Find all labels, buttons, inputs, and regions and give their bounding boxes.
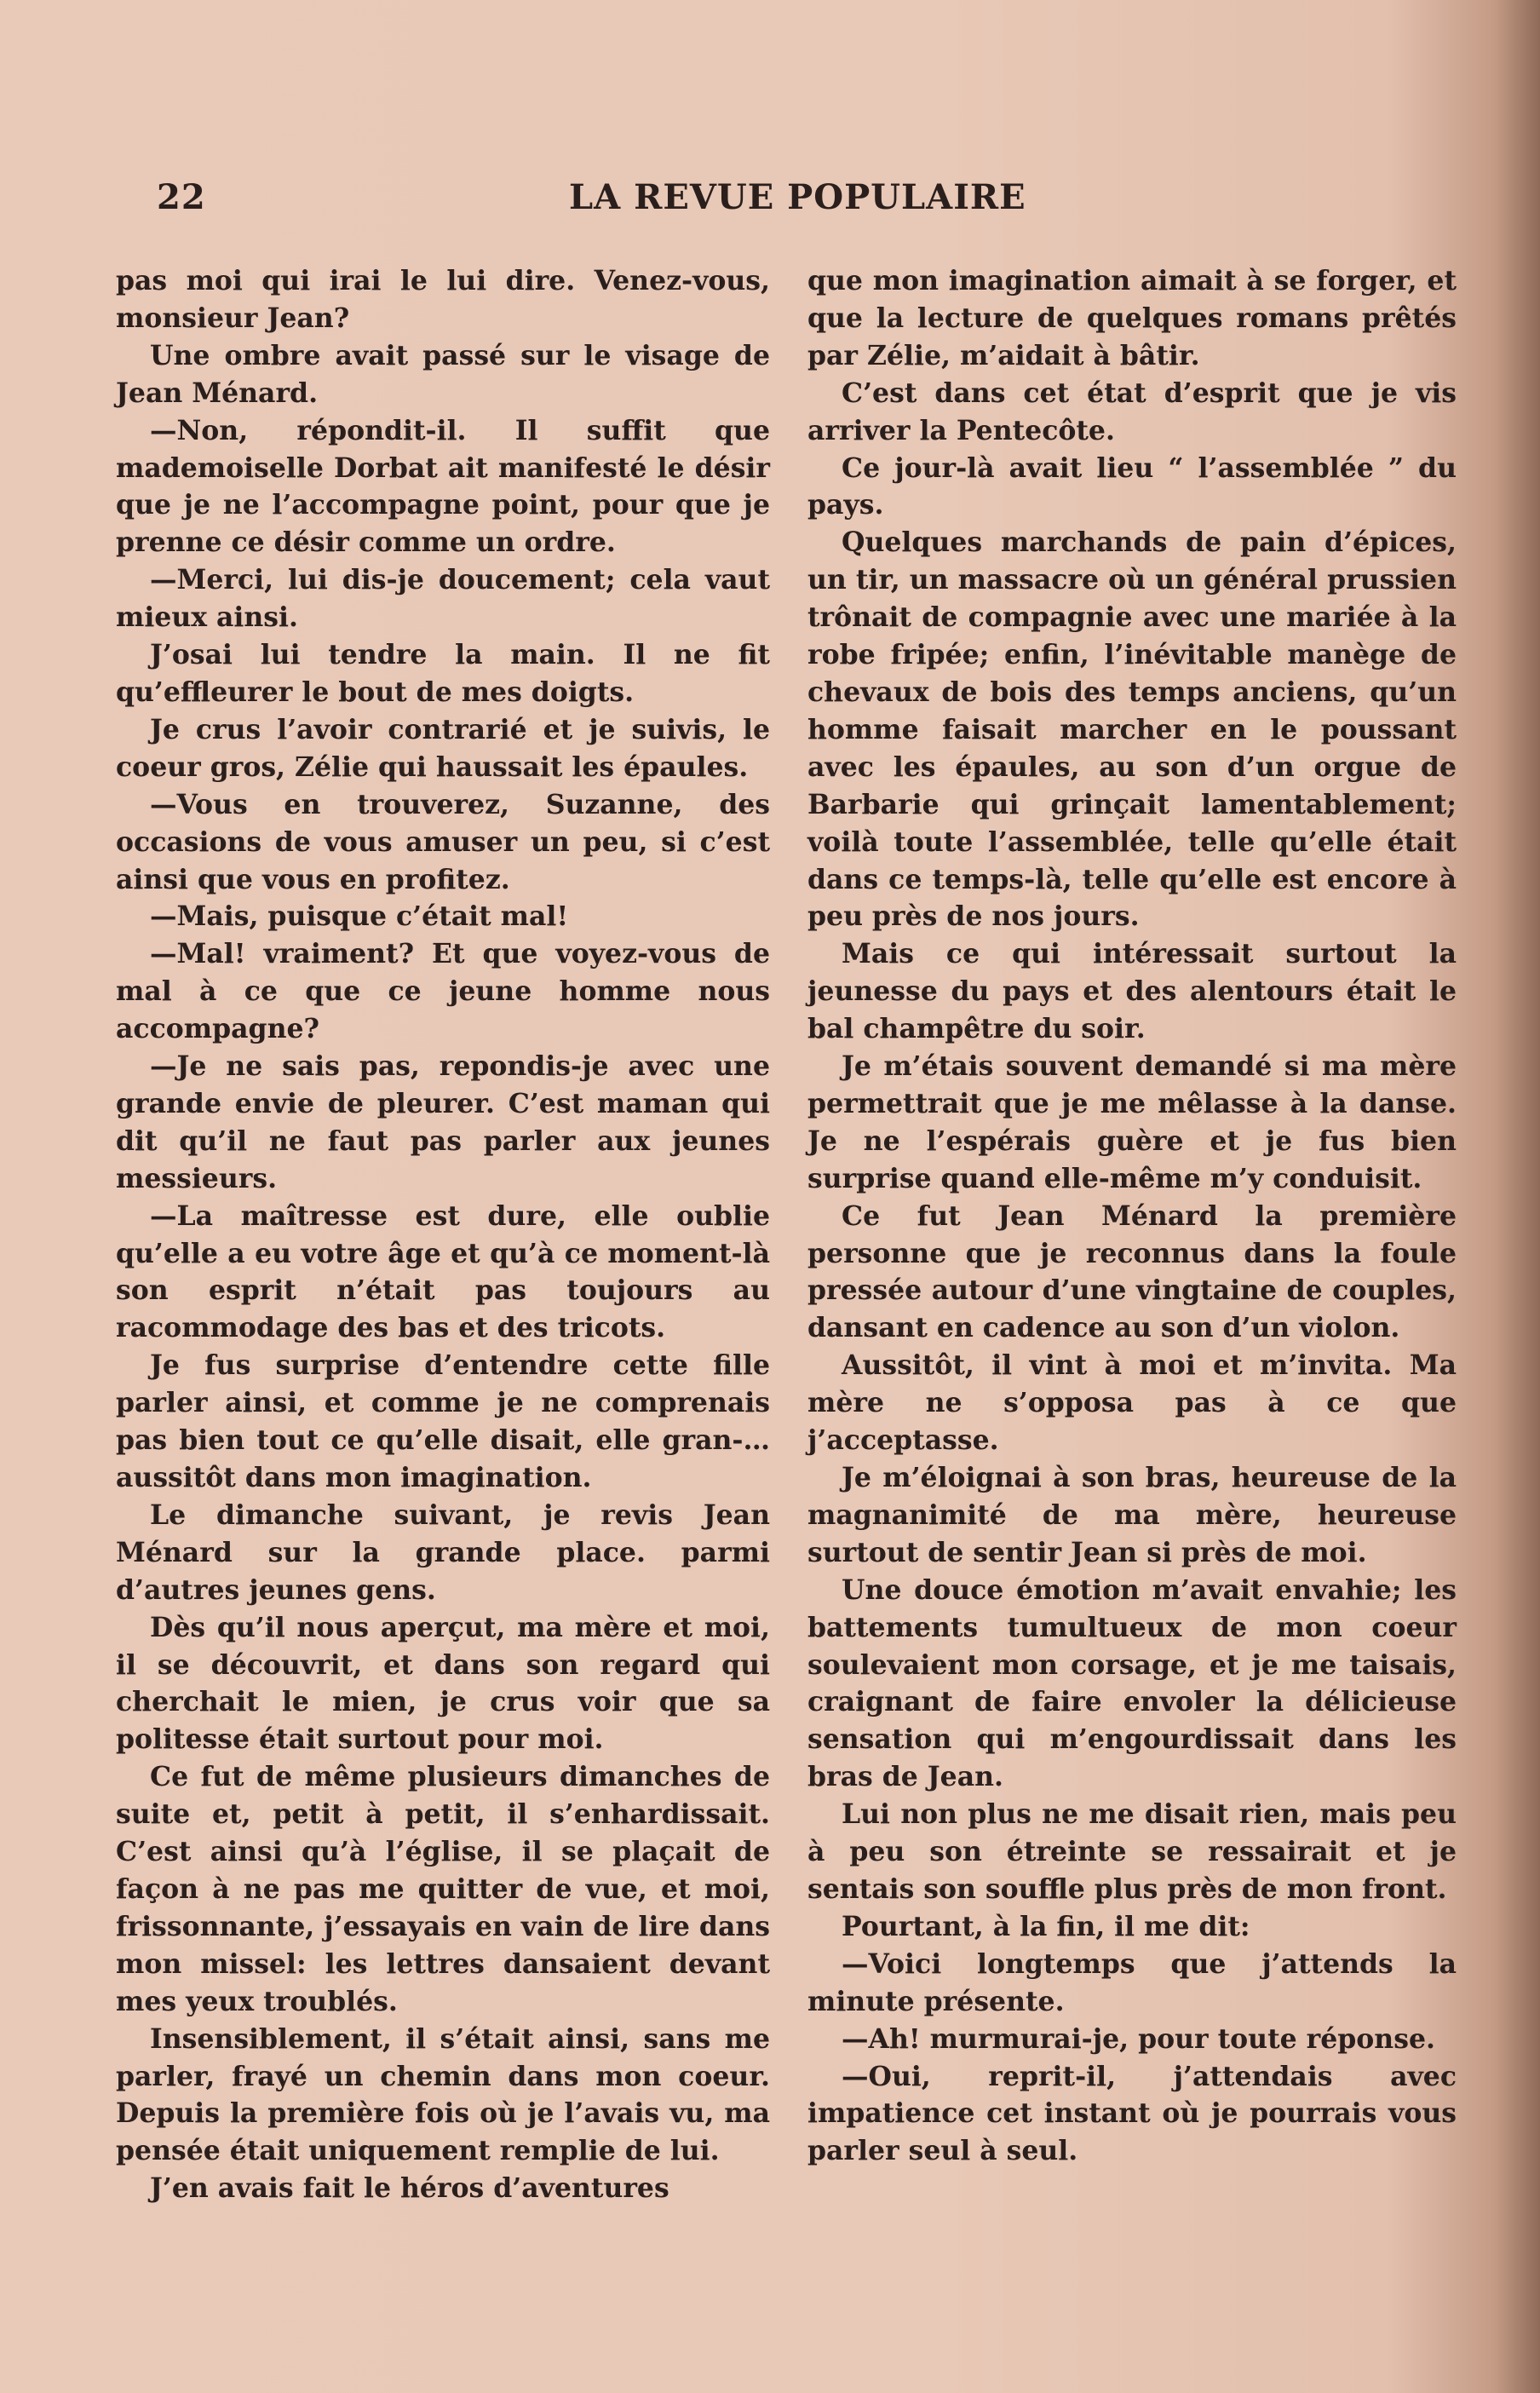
paragraph: Une ombre avait passé sur le visage de Jean Ménard. [116,339,770,409]
paragraph: que mon imagination aimait à se forger, et que la lecture de quelques romans prêtés par Zélie, m’aidait à bâtir. [807,265,1457,371]
paragraph: —Voici longtemps que j’attends la minute présente. [807,1947,1457,2017]
paragraph: —Non, répondit-il. Il suffit que mademoiselle Dorbat ait manifesté le désir que je ne l’accompagne point, pour que je prenne ce désir comme un ordre. [116,414,770,559]
paragraph: —Merci, lui dis-je doucement; cela vaut mieux ainsi. [116,564,770,634]
right-text-column [807,262,1457,2170]
paragraph: —Je ne sais pas, repondis-je avec une grande envie de pleurer. C’est maman qui dit qu’il ne faut pas parler aux jeunes messieurs. [116,1050,770,1194]
paragraph: Aussitôt, il vint à moi et m’invita. Ma mère ne s’opposa pas à ce que j’acceptasse. [807,1349,1457,1457]
paragraph: Dès qu’il nous aperçut, ma mère et moi, il se découvrit, et dans son regard qui cherchait le mien, je crus voir que sa politesse était surtout pour moi. [116,1611,770,1756]
paragraph: Pourtant, à la fin, il me dit: [842,1910,1250,1942]
paragraph: Je m’étais souvent demandé si ma mère permettrait que je me mêlasse à la danse. Je ne l’espérais guère et je fus bien surprise quand elle-même m’y conduisit. [807,1050,1457,1194]
paragraph: J’en avais fait le héros d’aventures [150,2172,669,2205]
paragraph: Quelques marchands de pain d’épices, un tir, un massacre où un général prussien trônait de compagnie avec une mariée à la robe fripée; enfin, l’inévitable manège de chevaux de bois des temps anciens, qu’un homme faisait marcher en le poussant avec les épaules, au son d’un orgue de Barbarie qui grinçait lamentablement; voilà toute l’assemblée, telle qu’elle était dans ce temps-là, telle qu’elle est encore à peu près de nos jours. [807,526,1457,933]
paragraph: —Ah! murmurai-je, pour toute réponse. [842,2022,1435,2055]
paragraph: Insensiblement, il s’était ainsi, sans me parler, frayé un chemin dans mon coeur. Depuis la première fois où je l’avais vu, ma pensée était uniquement remplie de lui. [116,2022,770,2167]
paragraph: Le dimanche suivant, je revis Jean Ménard sur la grande place. parmi d’autres jeunes gens. [116,1499,770,1606]
paragraph: Ce fut de même plusieurs dimanches de suite et, petit à petit, il s’enhardissait. C’est ainsi qu’à l’église, il se plaçait de façon à ne pas me quitter de vue, et moi, frissonnante, j’essayais en vain de lire dans mon missel: les lettres dansaient devant mes yeux troublés. [116,1761,770,2017]
paragraph: C’est dans cet état d’esprit que je vis arriver la Pentecôte. [807,377,1457,446]
paragraph: Ce jour-là avait lieu “ l’assemblée ” du pays. [807,452,1457,521]
page-header [157,177,1485,228]
paragraph: Je fus surprise d’entendre cette fille parler ainsi, et comme je ne comprenais pas bien tout ce qu’elle disait, elle gran-… aussitôt dans mon imagination. [116,1349,770,1493]
paragraph: pas moi qui irai le lui dire. Venez-vous, monsieur Jean? [116,265,770,334]
left-text-column [116,262,770,2207]
page-number: 22 [157,177,206,217]
paragraph: —Vous en trouverez, Suzanne, des occasions de vous amuser un peu, si c’est ainsi que vous en profitez. [116,788,770,895]
paragraph: —Mal! vraiment? Et que voyez-vous de mal à ce que ce jeune homme nous accompagne? [116,938,770,1045]
paragraph: —Mais, puisque c’était mal! [150,900,569,933]
paragraph: Je crus l’avoir contrarié et je suivis, le coeur gros, Zélie qui haussait les épaules. [116,713,770,783]
paragraph: J’osai lui tendre la main. Il ne fit qu’effleurer le bout de mes doigts. [116,639,770,708]
paragraph: Je m’éloignai à son bras, heureuse de la magnanimité de ma mère, heureuse surtout de sentir Jean si près de moi. [807,1462,1457,1568]
paragraph: Ce fut Jean Ménard la première personne que je reconnus dans la foule pressée autour d’une vingtaine de couples, dansant en cadence au son d’un violon. [807,1199,1457,1344]
paragraph: Une douce émotion m’avait envahie; les battements tumultueux de mon coeur soulevaient mon corsage, et je me taisais, craignant de faire envoler la délicieuse sensation qui m’engourdissait dans les bras de Jean. [807,1573,1457,1793]
paragraph: Mais ce qui intéressait surtout la jeunesse du pays et des alentours était le bal champêtre du soir. [807,938,1457,1045]
paragraph: Lui non plus ne me disait rien, mais peu à peu son étreinte se ressairait et je sentais son souffle plus près de mon front. [807,1798,1457,1905]
paragraph: —La maîtresse est dure, elle oublie qu’elle a eu votre âge et qu’à ce moment-là son esprit n’était pas toujours au racommodage des bas et des tricots. [116,1199,770,1344]
paragraph: —Oui, reprit-il, j’attendais avec impatience cet instant où je pourrais vous parler seul à seul. [807,2060,1457,2167]
running-title: LA REVUE POPULAIRE [569,177,1026,217]
